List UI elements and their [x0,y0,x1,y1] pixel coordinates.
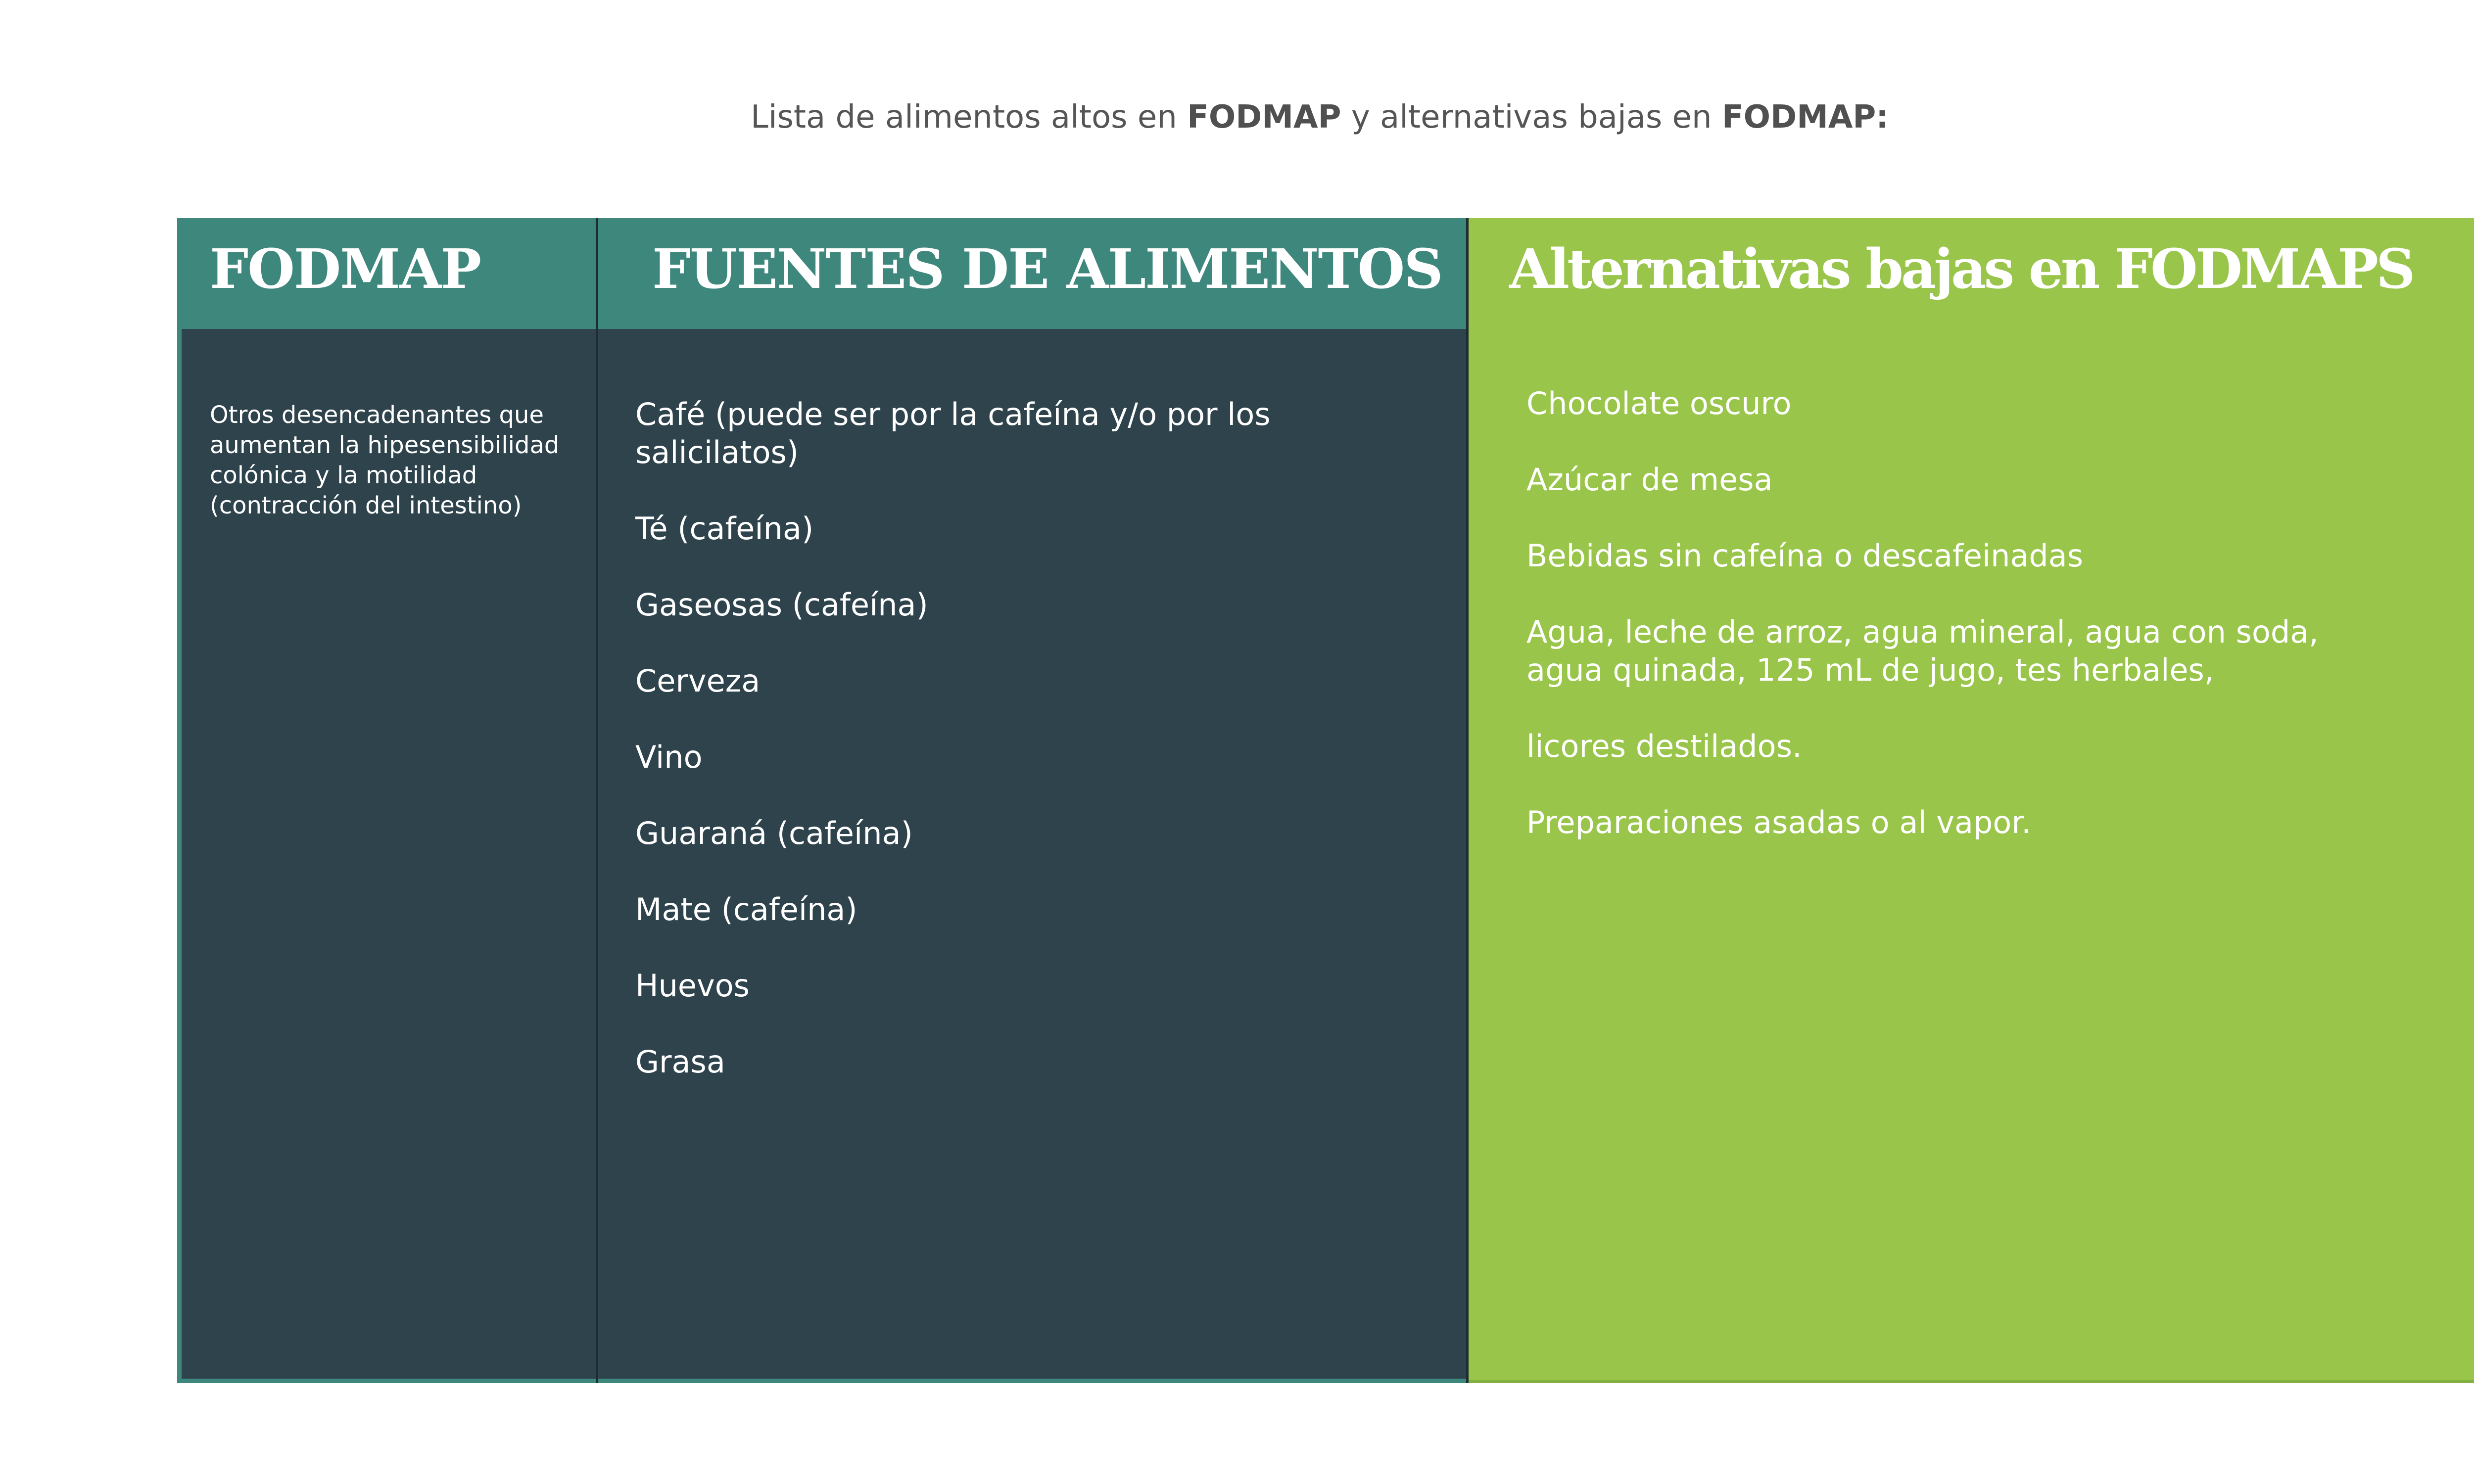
header-alternatives: Alternativas bajas en FODMAPS [1509,237,2413,301]
list-item: Vino [635,739,703,775]
list-item: licores destilados. [1526,728,1802,764]
list-item: Té (cafeína) [635,510,814,547]
list-item: Mate (cafeína) [635,891,857,928]
list-item: Agua, leche de arroz, agua mineral, agua con soda, agua quinada, 125 mL de jugo, tes herbales, [1526,614,2319,688]
title-bold-2: FODMAP: [1721,99,1889,136]
page-title [0,99,2474,136]
title-bold-1: FODMAP [1187,99,1341,136]
header-sources: FUENTES DE ALIMENTOS [652,237,1442,301]
list-item: Bebidas sin cafeína o descafeinadas [1526,538,2084,574]
title-text-2: y alternativas bajas en [1341,99,1722,136]
list-item: Azúcar de mesa [1526,462,1773,498]
column-divider [1466,218,1469,1383]
list-item: Chocolate oscuro [1526,385,1792,421]
column-divider [596,218,598,1383]
list-item: Grasa [635,1044,725,1080]
header-fodmap: FODMAP [210,237,481,301]
list-item: Gaseosas (cafeína) [635,587,928,623]
title-text-1: Lista de alimentos altos en [751,99,1188,136]
low-fodmap-alternatives-list [1526,384,2378,880]
list-item: Café (puede ser por la cafeína y/o por los salicilatos) [635,396,1271,470]
fodmap-table [177,218,2474,1383]
food-sources-list [635,395,1274,1119]
list-item: Cerveza [635,663,761,699]
list-item: Huevos [635,968,750,1004]
list-item: Preparaciones asadas o al vapor. [1526,804,2031,840]
fodmap-category-note: Otros desencadenantes que aumentan la hipesensibilidad colónica y la motilidad (contracción del intestino) [210,401,560,519]
list-item: Guaraná (cafeína) [635,815,913,851]
